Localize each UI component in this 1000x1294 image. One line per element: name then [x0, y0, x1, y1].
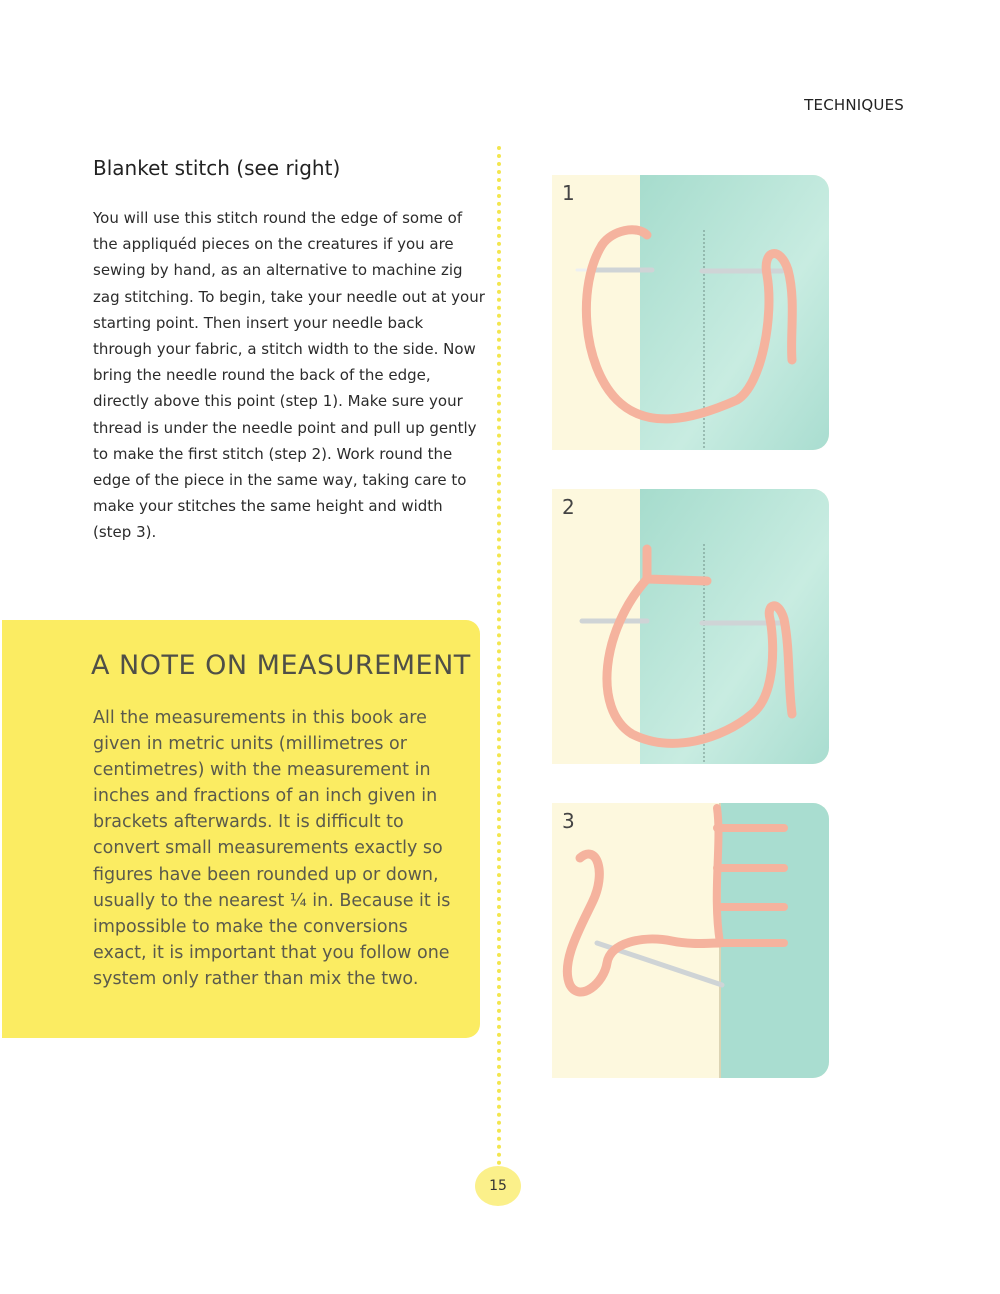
step-3-drawing [552, 803, 829, 1078]
blanket-stitch-instructions: You will use this stitch round the edge of some of the appliquéd pieces on the creatures if you are sewing by hand, as an alternative to machine zig zag stitching. To begin, take your needle out at your starting point. Then insert your needle back through your fabric, a stitch width to the side. Now bring the needle round the back of the edge, directly above this point (step 1). Make sure your thread is under the needle point and pull up gently to make the first stitch (step 2). Work round the edge of the piece in the same way, taking care to make your stitches the same height and width (step 3). [93, 209, 485, 542]
step-2-illustration [552, 489, 829, 764]
measurement-note-text: All the measurements in this book are given in metric units (millimetres or centimetres) with the measurement in inches and fractions of an inch given in brackets afterwards. It is difficult to convert small measurements exactly so figures have been rounded up or down, usually to the nearest ¼ in. Because it is impossible to make the conversions exact, it is important that you follow one system only rather than mix the two. [93, 708, 451, 989]
step-1-number: 1 [562, 181, 575, 205]
step-1-illustration [552, 175, 829, 450]
step-2-number: 2 [562, 495, 575, 519]
step-2-drawing [552, 489, 829, 764]
blanket-stitch-title: Blanket stitch (see right) [93, 156, 341, 180]
column-divider [497, 146, 501, 1166]
page-number: 15 [475, 1166, 521, 1206]
measurement-note-title: A NOTE ON MEASUREMENT [91, 650, 471, 681]
section-header: TECHNIQUES [804, 96, 904, 114]
step-1-drawing [552, 175, 829, 450]
step-3-illustration [552, 803, 829, 1078]
step-3-number: 3 [562, 809, 575, 833]
